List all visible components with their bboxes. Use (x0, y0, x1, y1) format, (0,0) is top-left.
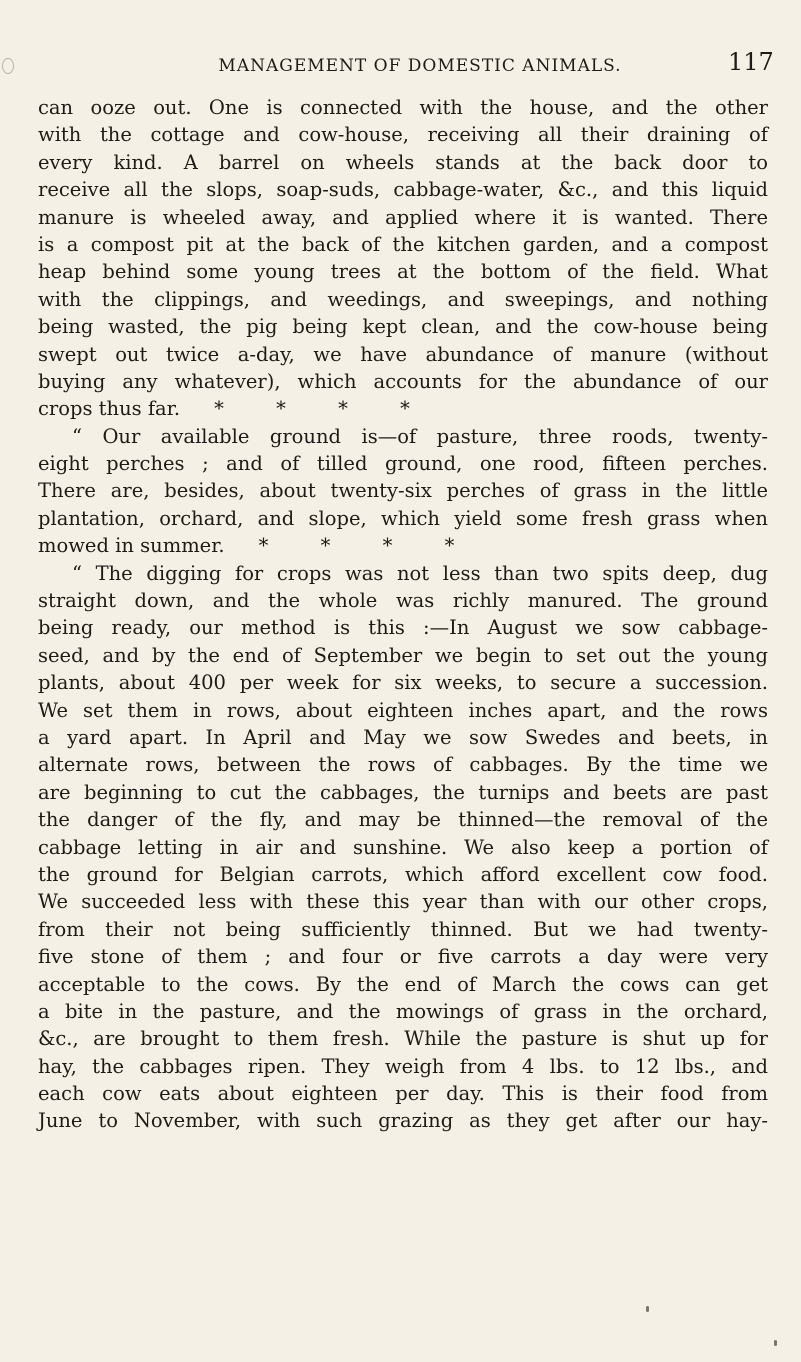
asterisk: * (444, 534, 455, 558)
text-line: can ooze out. One is connected with the house, and the other (38, 96, 768, 119)
text-line: “ The digging for crops was not less than two spits deep, dug (72, 561, 768, 585)
text-line: the ground for Belgian carrots, which afford excellent cow food. (38, 862, 768, 886)
text-line: a bite in the pasture, and the mowings of grass in the orchard, (38, 999, 768, 1023)
text-line: is a compost pit at the back of the kitchen garden, and a compost (38, 232, 768, 256)
text-line (38, 532, 768, 559)
text-line (38, 395, 768, 422)
asterisk-row (214, 395, 462, 422)
text-line: June to November, with such grazing as they get after our hay- (38, 1109, 768, 1133)
text-line: “ Our available ground is—of pasture, three roods, twenty- (72, 424, 768, 448)
text-line: the danger of the fly, and may be thinned—the removal of the (38, 808, 768, 832)
text-line: We succeeded less with these this year than with our other crops, (38, 890, 768, 914)
asterisk: * (400, 397, 410, 421)
text-line: straight down, and the whole was richly manured. The ground (38, 589, 768, 613)
text-line: receive all the slops, soap-suds, cabbage-water, &c., and this liquid (38, 178, 768, 202)
asterisk: * (214, 397, 224, 421)
text-line: a yard apart. In April and May we sow Swedes and beets, in (38, 725, 768, 749)
text-line: heap behind some young trees at the bottom of the field. What (38, 260, 768, 284)
text-line-content: mowed in summer. (38, 534, 225, 558)
page-number: 117 (728, 48, 774, 76)
text-line: &c., are brought to them fresh. While the pasture is shut up for (38, 1027, 768, 1051)
text-line: There are, besides, about twenty-six perches of grass in the little (38, 479, 768, 503)
text-line: being ready, our method is this :—In August we sow cabbage- (38, 616, 768, 640)
text-line: eight perches ; and of tilled ground, one rood, fifteen perches. (38, 452, 768, 476)
running-head: MANAGEMENT OF DOMESTIC ANIMALS. (218, 56, 622, 76)
asterisk: * (320, 534, 331, 558)
text-line: seed, and by the end of September we begin to set out the young (38, 643, 768, 667)
text-line: with the cottage and cow-house, receiving all their draining of (38, 123, 768, 147)
text-line: alternate rows, between the rows of cabbages. By the time we (38, 753, 768, 777)
text-line: with the clippings, and weedings, and sweepings, and nothing (38, 287, 768, 311)
asterisk: * (382, 534, 393, 558)
text-line: five stone of them ; and four or five carrots a day were very (38, 945, 768, 969)
page-blemish (2, 58, 14, 74)
text-line: are beginning to cut the cabbages, the turnips and beets are past (38, 780, 768, 804)
text-line: buying any whatever), which accounts for the abundance of our (38, 369, 768, 393)
text-line: manure is wheeled away, and applied where it is wanted. There (38, 205, 768, 229)
page-speck (646, 1306, 649, 1312)
asterisk-row (259, 532, 507, 559)
text-line-content: crops thus far. (38, 397, 181, 421)
text-line: plants, about 400 per week for six weeks, to secure a succession. (38, 671, 768, 695)
text-line: from their not being sufficiently thinned. But we had twenty- (38, 917, 768, 941)
body-text (38, 94, 768, 1135)
page-speck (774, 1340, 777, 1346)
text-line: being wasted, the pig being kept clean, and the cow-house being (38, 315, 768, 339)
text-line: hay, the cabbages ripen. They weigh from 4 lbs. to 12 lbs., and (38, 1054, 768, 1078)
text-line: We set them in rows, about eighteen inches apart, and the rows (38, 698, 768, 722)
text-line: cabbage letting in air and sunshine. We also keep a portion of (38, 835, 768, 859)
text-line: swept out twice a-day, we have abundance of manure (without (38, 342, 768, 366)
asterisk: * (258, 534, 269, 558)
text-line: plantation, orchard, and slope, which yield some fresh grass when (38, 506, 768, 530)
asterisk: * (338, 397, 348, 421)
text-line: each cow eats about eighteen per day. This is their food from (38, 1082, 768, 1106)
asterisk: * (276, 397, 286, 421)
text-line: acceptable to the cows. By the end of March the cows can get (38, 972, 768, 996)
text-line: every kind. A barrel on wheels stands at the back door to (38, 150, 768, 174)
